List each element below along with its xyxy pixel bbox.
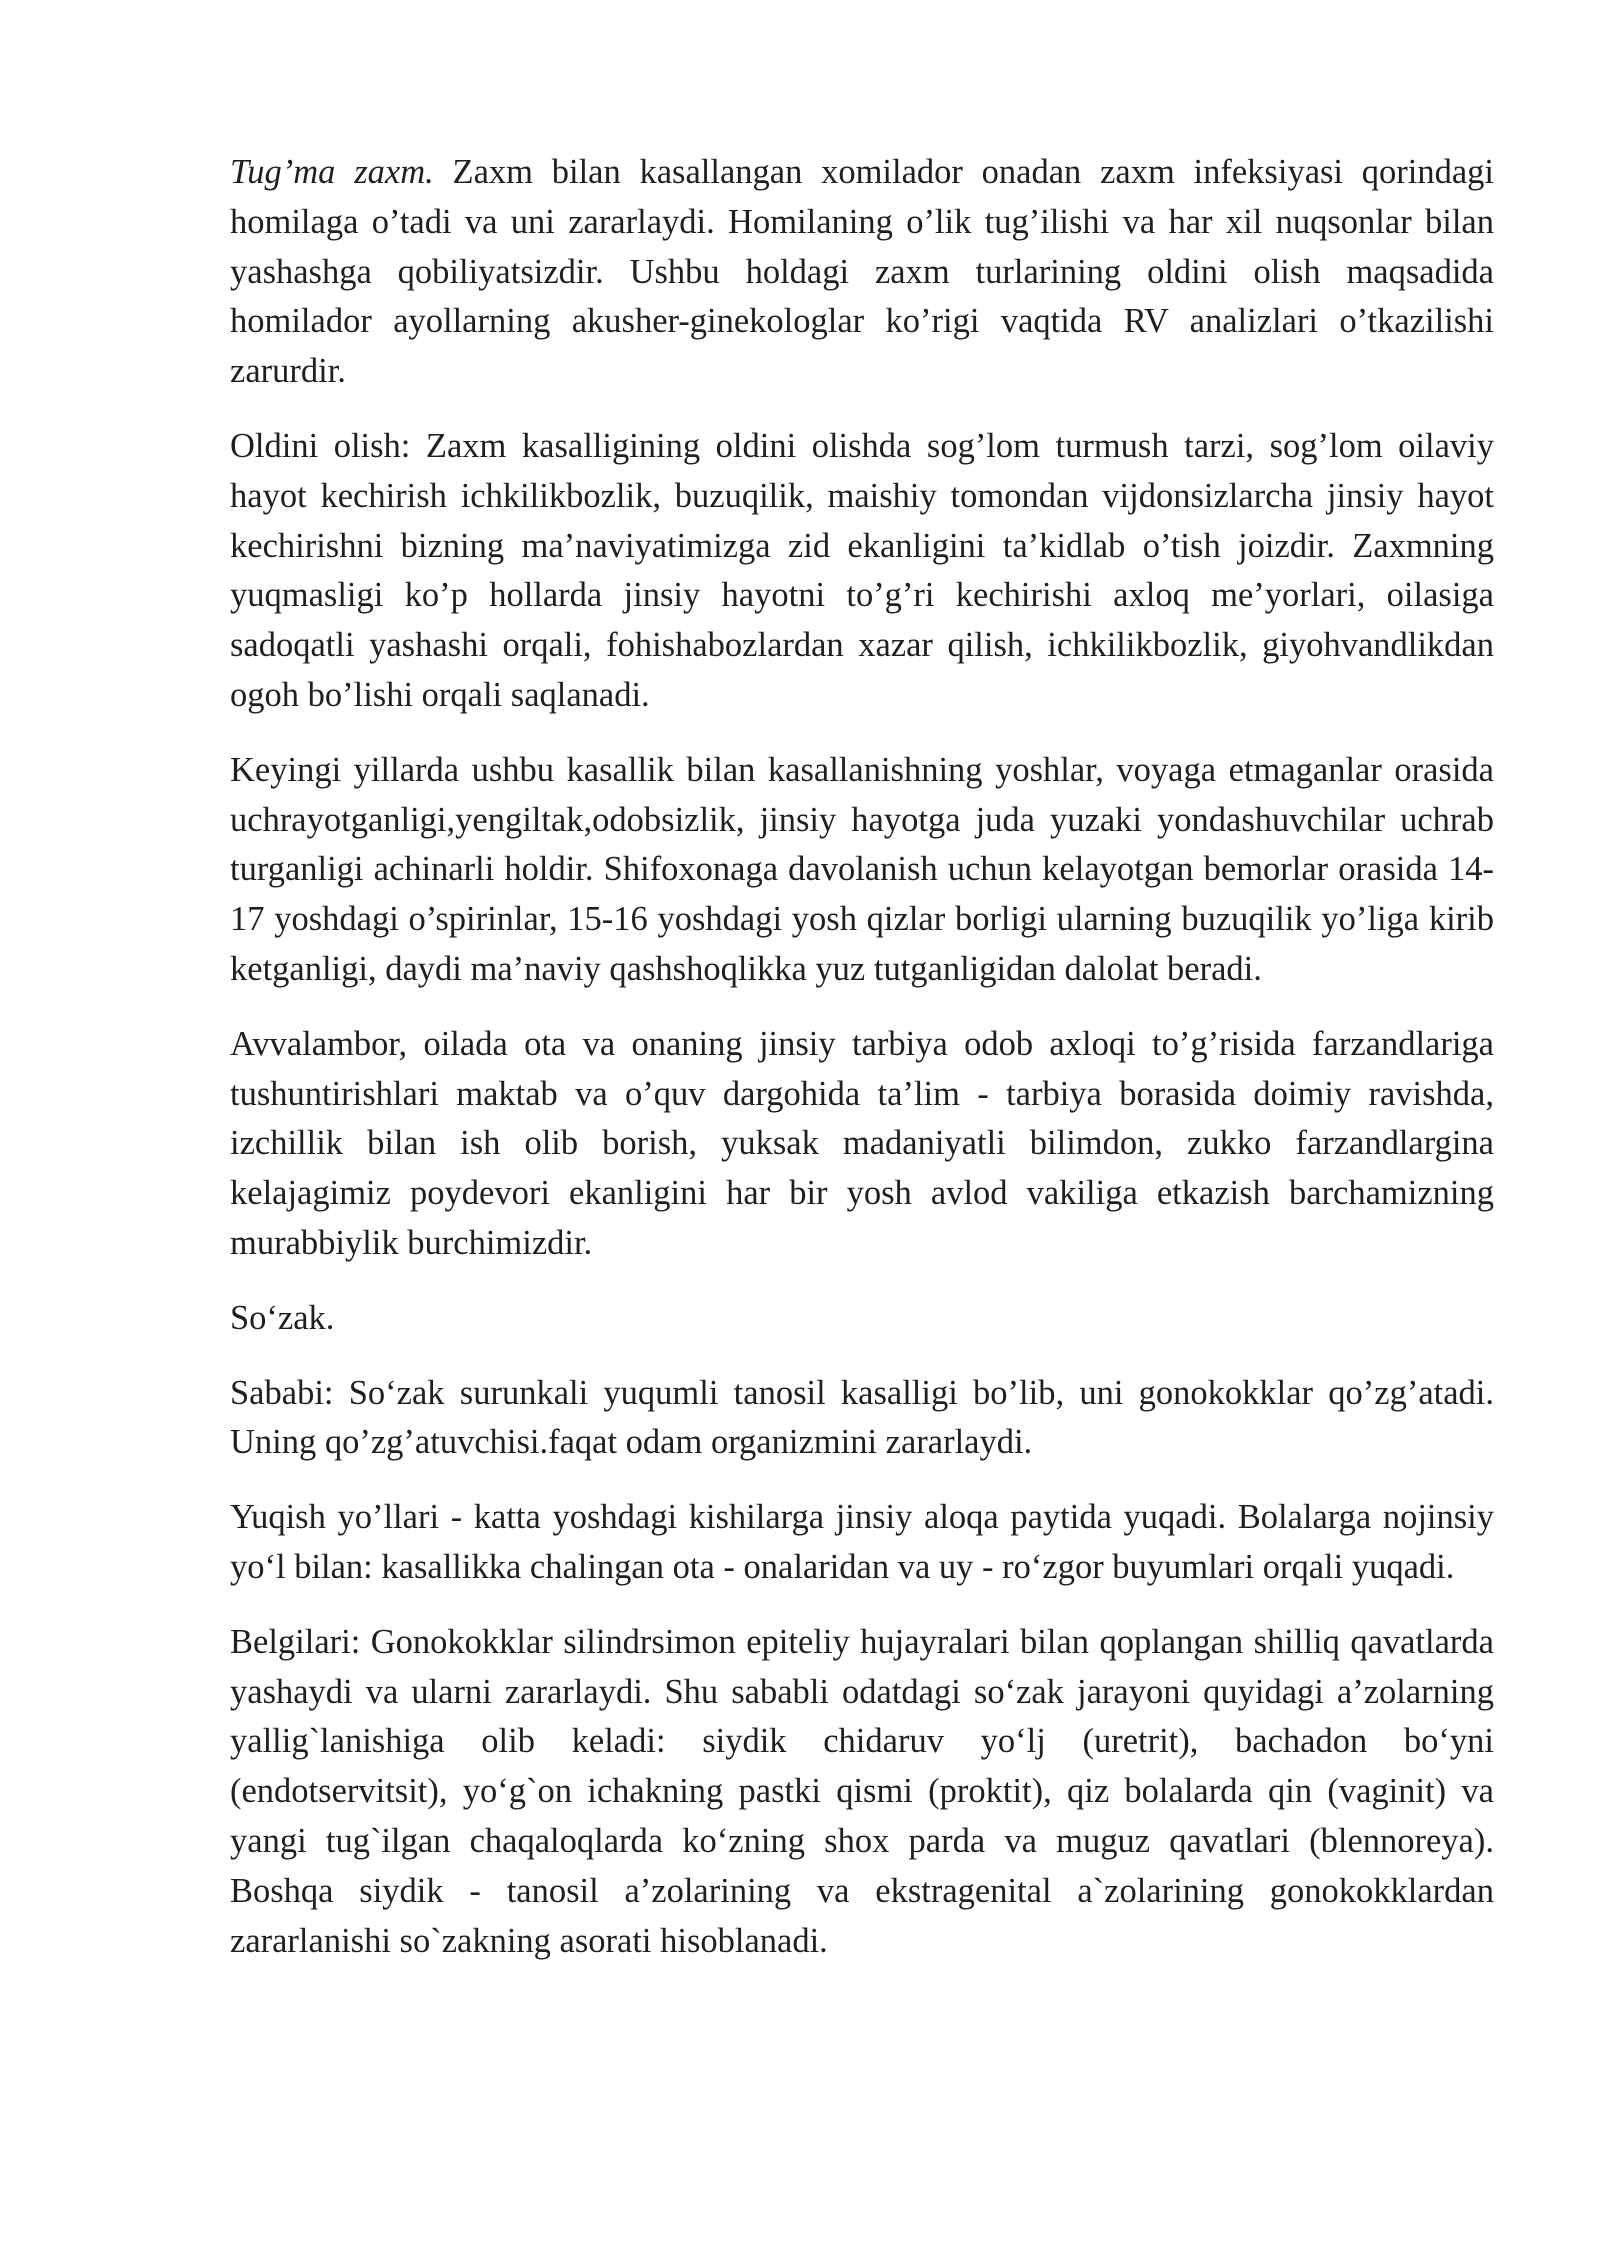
paragraph-youth-incidence: Keyingi yillarda ushbu kasallik bilan kasallanishning yoshlar, voyaga etmaganlar orasida uchrayotganligi,yengiltak,odobsizlik, jinsiy hayotga juda yuzaki yondashuvchilar uchrab turganligi achinarli holdir. Shifoxonaga davolanish uchun kelayotgan bemorlar orasida 14-17 yoshdagi o’spirinlar, 15-16 yoshdagi yosh qizlar borligi ularning buzuqilik yo’liga kirib ketganligi, daydi ma’naviy qashshoqlikka yuz tutganligidan dalolat beradi. xyxy=(230,750,1494,988)
paragraph-transmission: Yuqish yo’llari - katta yoshdagi kishilarga jinsiy aloqa paytida yuqadi. Bolalarga nojinsiy yo‘l bilan: kasallikka chalingan ota - onalaridan va uy - ro‘zgor buyumlari orqali yuqadi. xyxy=(230,1498,1494,1586)
paragraph-cause: Sababi: So‘zak surunkali yuqumli tanosil kasalligi bo’lib, uni gonokokklar qo’zg’atadi. Uning qo’zg’atuvchisi.faqat odam organizmini zararlaydi. xyxy=(230,1373,1494,1462)
paragraph-congenital-syphilis xyxy=(230,148,1494,397)
paragraph-lead-italic: Tug’ma zaxm. xyxy=(230,153,434,191)
section-heading-gonorrhea: So‘zak. xyxy=(230,1298,335,1337)
document-body xyxy=(230,148,1494,1991)
paragraph-family-education: Avvalambor, oilada ota va onaning jinsiy tarbiya odob axloqi to’g’risida farzandlariga tushuntirishlari maktab va o’quv dargohida ta’lim - tarbiya borasida doimiy ravishda, izchillik bilan ish olib borish, yuksak madaniyatli bilimdon, zukko farzandlargina kelajagimiz poydevori ekanligini har bir yosh avlod vakiliga etkazish barchamizning murabbiylik burchimizdir. xyxy=(230,1024,1494,1262)
paragraph-text: Zaxm bilan kasallangan xomilador onadan zaxm infeksiyasi qorindagi homilaga o’tadi va uni zararlaydi. Homilaning o’lik tug’ilishi va har xil nuqsonlar bilan yashashga qobiliyatsizdir. Ushbu holdagi zaxm turlarining oldini olish maqsadida homilador ayollarning akusher-ginekologlar ko’rigi vaqtida RV analizlari o’tkazilishi zarurdir. xyxy=(230,153,1494,391)
paragraph-prevention: Oldini olish: Zaxm kasalligining oldini olishda sog’lom turmush tarzi, sog’lom oilaviy hayot kechirish ichkilikbozlik, buzuqilik, maishiy tomondan vijdonsizlarcha jinsiy hayot kechirishni bizning ma’naviyatimizga zid ekanligini ta’kidlab o’tish joizdir. Zaxmning yuqmasligi ko’p hollarda jinsiy hayotni to’g’ri kechirishi axloq me’yorlari, oilasiga sadoqatli yashashi orqali, fohishabozlardan xazar qilish, ichkilikbozlik, giyohvandlikdan ogoh bo’lishi orqali saqlanadi. xyxy=(230,426,1494,714)
paragraph-symptoms: Belgilari: Gonokokklar silindrsimon epiteliy hujayralari bilan qoplangan shilliq qavatlarda yashaydi va ularni zararlaydi. Shu sababli odatdagi so‘zak jarayoni quyidagi a’zolarning yallig`lanishiga olib keladi: siydik chidaruv yo‘lj (uretrit), bachadon bo‘yni (endotservitsit), yo‘g`on ichakning pastki qismi (proktit), qiz bolalarda qin (vaginit) va yangi tug`ilgan chaqaloqlarda ko‘zning shox parda va muguz qavatlari (blennoreya). Boshqa siydik - tanosil a’zolarining va ekstragenital a`zolarining gonokokklardan zararlanishi so`zakning asorati hisoblanadi. xyxy=(230,1622,1494,1960)
